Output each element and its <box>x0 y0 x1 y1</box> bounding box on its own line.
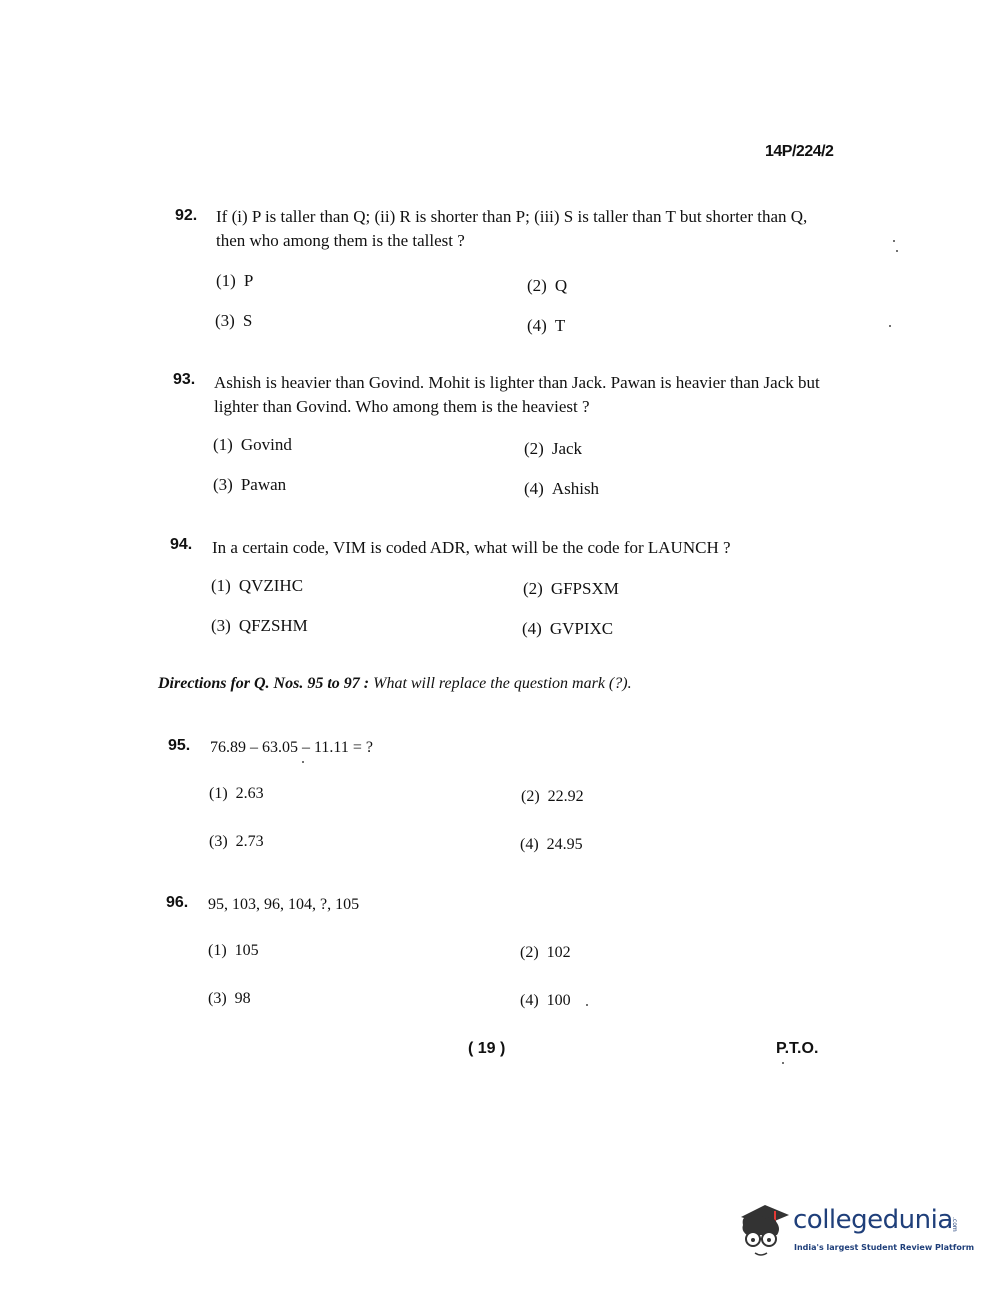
logo-tagline: India's largest Student Review Platform <box>794 1243 975 1252</box>
option-text: QVZIHC <box>238 576 304 595</box>
directions <box>158 675 632 693</box>
scan-speck <box>889 325 891 327</box>
scan-speck <box>896 250 898 252</box>
pto-label: P.T.O. <box>776 1040 819 1057</box>
option-text: Ashish <box>551 479 600 498</box>
option-number: (2) <box>520 944 539 961</box>
option-number: (3) <box>209 833 228 850</box>
option-text: 22.92 <box>547 788 584 805</box>
option-number: (3) <box>213 475 233 494</box>
option-text: 24.95 <box>546 836 583 853</box>
option-1 <box>211 576 303 596</box>
scan-speck <box>302 761 304 763</box>
option-text: T <box>554 316 566 335</box>
option-1 <box>216 271 253 291</box>
option-number: (3) <box>211 616 231 635</box>
option-text: 98 <box>234 990 251 1007</box>
option-number: (4) <box>520 992 539 1009</box>
paper-code: 14P/224/2 <box>765 143 834 160</box>
option-text: GFPSXM <box>550 579 619 598</box>
option-text: 105 <box>234 942 259 959</box>
option-4 <box>527 316 565 336</box>
option-number: (3) <box>215 311 235 330</box>
question-number: 96. <box>166 894 189 911</box>
option-2 <box>527 276 567 296</box>
option-text: 100 <box>546 992 571 1009</box>
question-number: 93. <box>173 371 196 388</box>
page-number: ( 19 ) <box>468 1040 506 1057</box>
logo-wordmark: collegedunia <box>793 1205 953 1235</box>
question-text: In a certain code, VIM is coded ADR, what will be the code for LAUNCH ? <box>212 538 731 557</box>
option-3 <box>215 311 252 331</box>
option-text: GVPIXC <box>549 619 614 638</box>
question-text: Ashish is heavier than Govind. Mohit is lighter than Jack. Pawan is heavier than Jack but lighter than Govind. Who among them is the heaviest ? <box>214 373 820 416</box>
option-1 <box>213 435 292 455</box>
option-text: Pawan <box>240 475 287 494</box>
scan-speck <box>782 1062 784 1064</box>
option-2 <box>520 944 571 962</box>
option-number: (4) <box>520 836 539 853</box>
option-number: (1) <box>209 785 228 802</box>
option-number: (2) <box>523 579 543 598</box>
option-2 <box>524 439 582 459</box>
option-number: (4) <box>522 619 542 638</box>
option-4 <box>520 992 571 1010</box>
directions-text: What will replace the question mark (?). <box>373 675 632 692</box>
option-number: (1) <box>213 435 233 454</box>
collegedunia-logo <box>735 1195 975 1265</box>
question-number: 95. <box>168 737 191 754</box>
option-number: (3) <box>208 990 227 1007</box>
question-text: 76.89 – 63.05 – 11.11 = ? <box>210 739 373 756</box>
option-number: (2) <box>527 276 547 295</box>
option-text: Q <box>554 276 568 295</box>
option-text: 2.73 <box>235 833 264 850</box>
option-4 <box>524 479 599 499</box>
option-text: Jack <box>551 439 583 458</box>
option-text: 2.63 <box>235 785 264 802</box>
option-text: S <box>242 311 253 330</box>
option-4 <box>520 836 583 854</box>
option-text: QFZSHM <box>238 616 308 635</box>
option-text: 102 <box>546 944 571 961</box>
question-number: 92. <box>175 207 198 224</box>
question-text: 95, 103, 96, 104, ?, 105 <box>208 896 360 913</box>
option-number: (4) <box>527 316 547 335</box>
scan-speck <box>893 240 895 242</box>
option-text: Govind <box>240 435 292 454</box>
option-2 <box>521 788 584 806</box>
option-3 <box>209 833 264 851</box>
directions-lead: Directions for Q. Nos. 95 to 97 : <box>158 675 370 692</box>
option-3 <box>208 990 251 1008</box>
option-number: (2) <box>521 788 540 805</box>
option-number: (1) <box>216 271 236 290</box>
option-4 <box>522 619 613 639</box>
option-number: (2) <box>524 439 544 458</box>
option-number: (1) <box>211 576 231 595</box>
logo-suffix: .com <box>951 1217 958 1232</box>
option-1 <box>209 785 264 803</box>
option-1 <box>208 942 259 960</box>
option-2 <box>523 579 619 599</box>
option-3 <box>213 475 286 495</box>
mascot-icon <box>735 1195 793 1261</box>
question-text: If (i) P is taller than Q; (ii) R is shorter than P; (iii) S is taller than T but shorter than Q, then who among them is the tallest ? <box>216 207 808 250</box>
question-number: 94. <box>170 536 193 553</box>
option-number: (4) <box>524 479 544 498</box>
option-3 <box>211 616 308 636</box>
option-text: P <box>243 271 254 290</box>
option-number: (1) <box>208 942 227 959</box>
scan-speck <box>586 1004 588 1006</box>
